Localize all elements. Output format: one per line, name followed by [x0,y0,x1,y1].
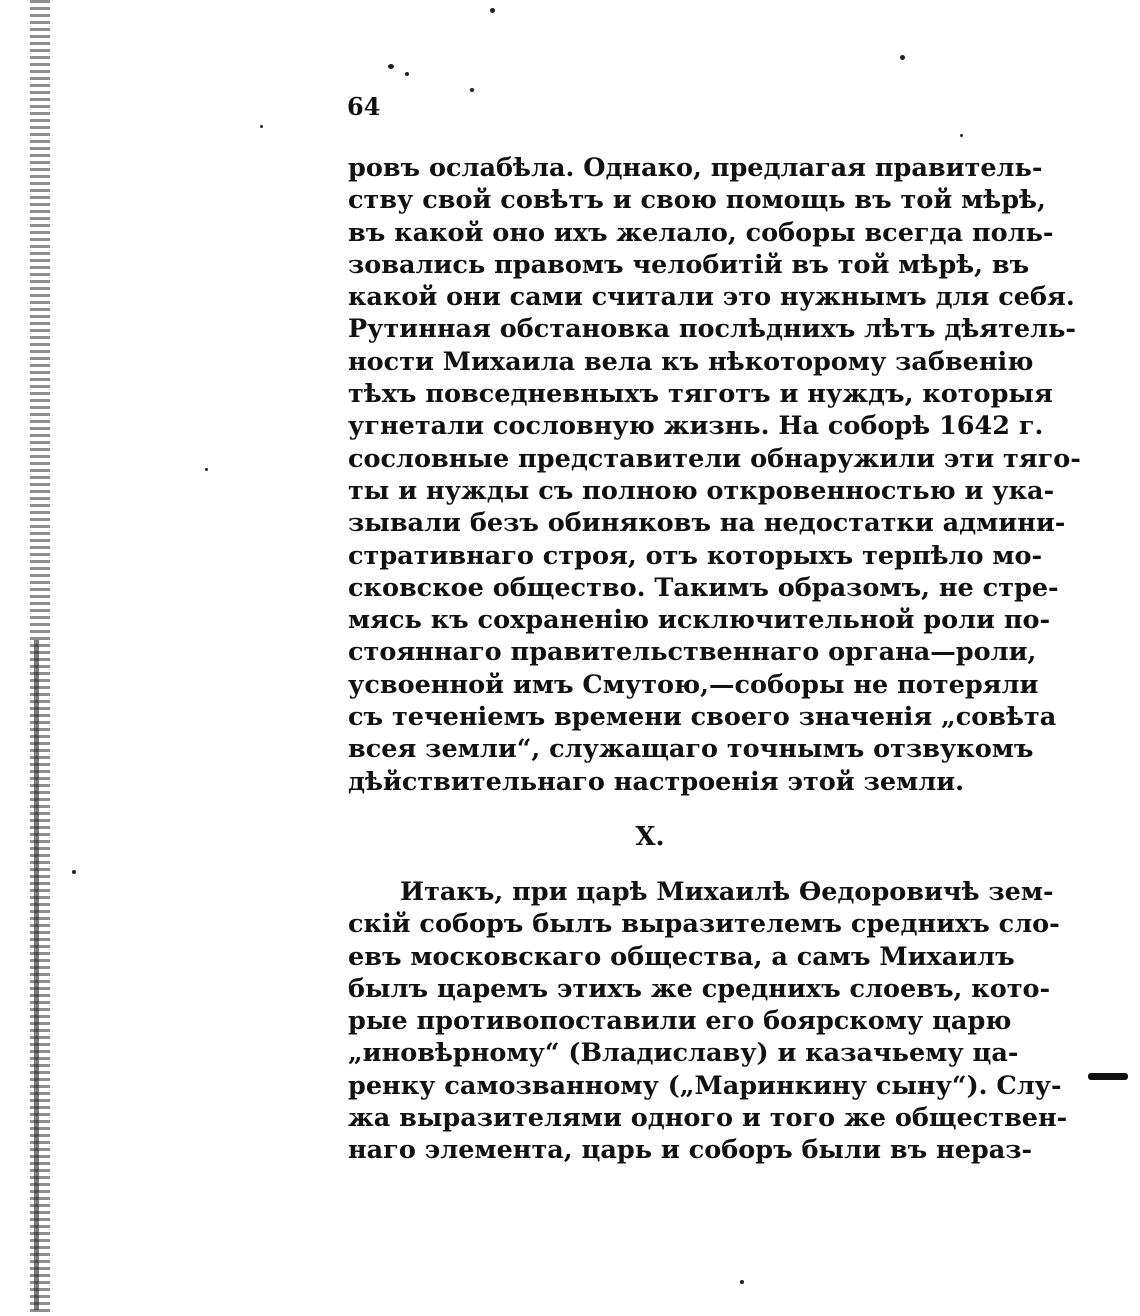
text-line: зовались правомъ челобитій въ той мѣрѣ, въ [348,249,1030,280]
text-line-first: Итакъ, при царѣ Михаилѣ Ѳедоровичѣ зем- [400,877,1054,907]
text-line: наго элемента, царь и соборъ были въ нераз- [348,1135,1033,1166]
page-number: 64 [347,92,381,121]
text-line: жа выразителями одного и того же обществен- [348,1103,1068,1134]
text-line: сословные представители обнаружили эти тяго- [348,443,1081,474]
scan-speck [72,870,76,874]
text-line: былъ царемъ этихъ же среднихъ слоевъ, кото- [348,973,1051,1004]
text-line: скій соборъ былъ выразителемъ среднихъ сло- [348,909,1060,940]
text-line: зывали безъ обиняковъ на недостатки админи- [348,508,1066,539]
text-line: сковское общество. Такимъ образомъ, не стре- [348,572,1059,603]
scanned-page-edge [30,0,50,1316]
binding-shadow [34,640,39,1310]
scan-speck [388,64,394,69]
text-line: Рутинная обстановка послѣднихъ лѣтъ дѣятель- [348,314,1076,345]
text-line: всея земли“, служащаго точнымъ отзвукомъ [348,734,1034,765]
section-heading: X. [635,822,665,852]
text-line: какой они сами считали это нужнымъ для себя. [348,282,1075,313]
text-line: тѣхъ повседневныхъ тяготъ и нуждъ, которыя [348,379,1053,410]
text-line: ности Михаила вела къ нѣкоторому забвенію [348,346,1034,377]
paragraph-1 [348,152,1081,798]
text-line: въ какой оно ихъ желало, соборы всегда поль- [348,217,1054,248]
scan-speck [405,72,409,76]
scan-speck [900,55,905,60]
text-line: усвоенной имъ Смутою,—соборы не потеряли [348,669,1039,700]
text-line-last: дѣйствительнаго настроенія этой земли. [348,766,964,797]
scan-speck [740,1280,744,1284]
scan-speck [490,8,495,13]
text-line: рые противопоставили его боярскому царю [348,1006,1012,1037]
text-line: угнетали сословную жизнь. На соборѣ 1642 г. [348,411,1044,442]
text-line: стративнаго строя, отъ которыхъ терпѣло мо- [348,540,1043,571]
scan-speck [205,468,208,471]
scan-speck [960,134,963,137]
margin-dash-mark [1088,1073,1128,1080]
text-line: ренку самозванному („Маринкину сыну“). Слу- [348,1070,1062,1101]
text-line: съ теченіемъ времени своего значенія „совѣта [348,702,1057,733]
text-line: ты и нужды съ полною откровенностью и ука- [348,475,1055,506]
text-line: ровъ ослабѣла. Однако, предлагая правитель- [348,153,1043,183]
text-line: мясь къ сохраненію исключительной роли по- [348,605,1051,636]
text-line: „иновѣрному“ (Владиславу) и казачьему ца- [348,1038,1019,1069]
text-line: стояннаго правительственнаго органа—роли, [348,637,1037,668]
text-line: евъ московскаго общества, а самъ Михаилъ [348,941,1015,972]
scan-speck [470,88,474,92]
paragraph-2 [348,876,1068,1167]
scan-speck [260,125,263,128]
text-line: ству свой совѣтъ и свою помощь въ той мѣрѣ, [348,185,1046,216]
